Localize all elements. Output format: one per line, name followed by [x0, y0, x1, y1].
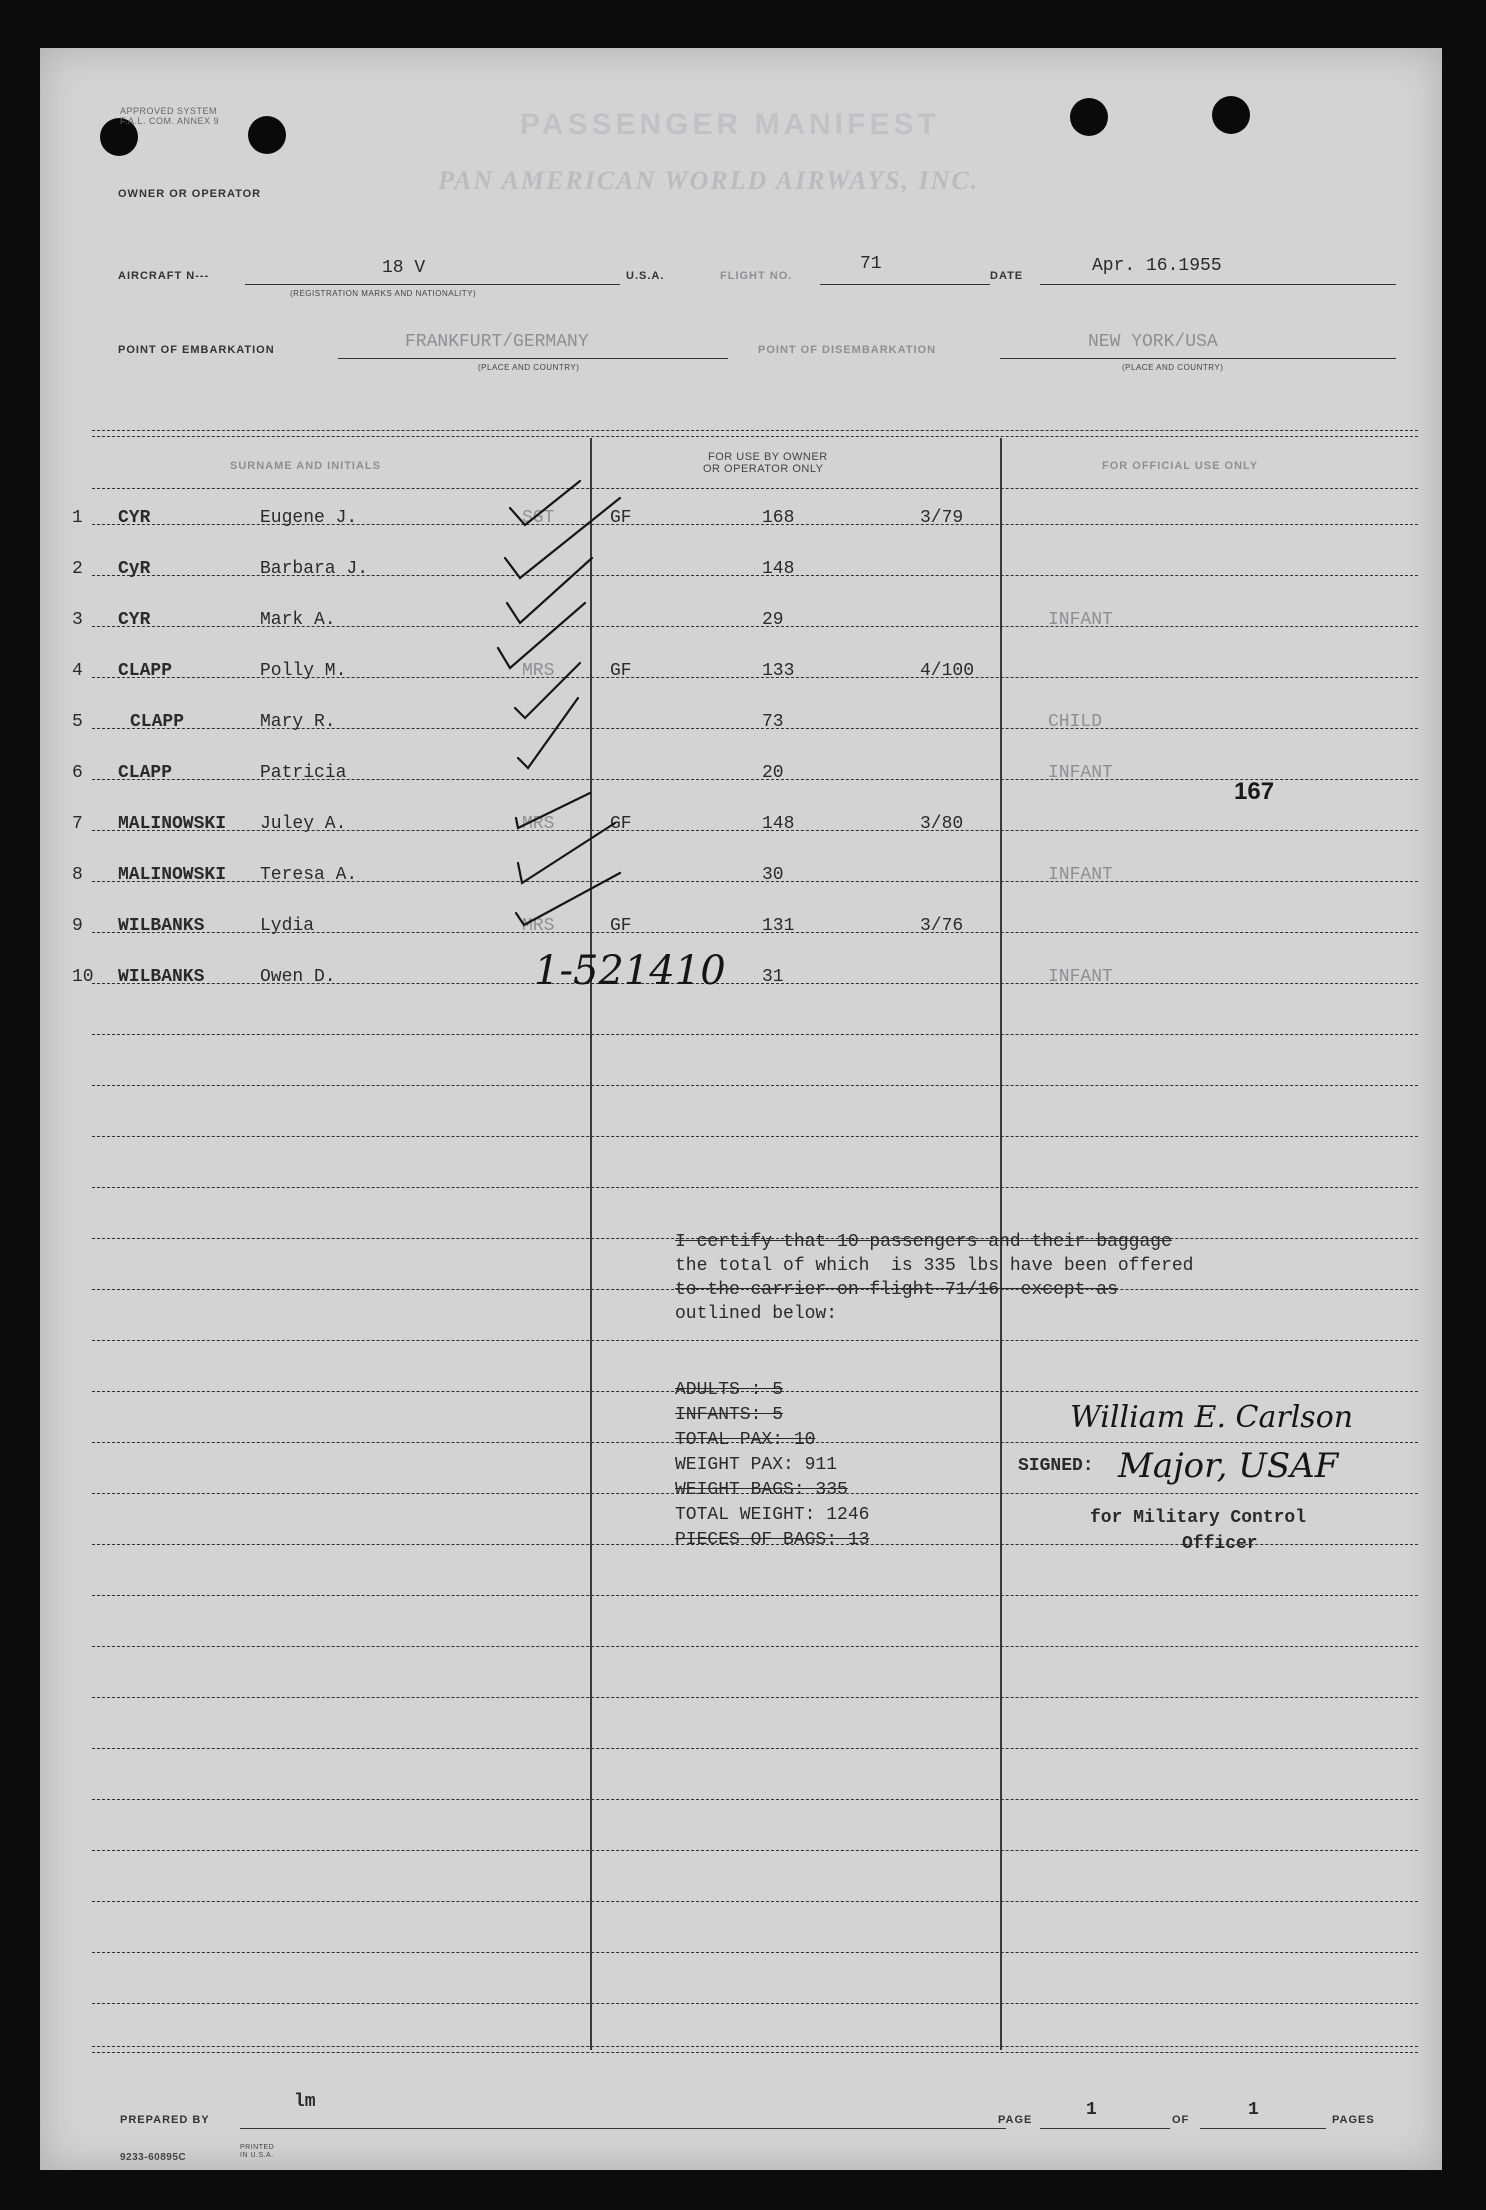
surname: WILBANKS: [118, 916, 205, 936]
page-label: PAGE: [998, 2114, 1033, 2126]
ruled-line: [92, 1595, 1418, 1596]
handwritten-number: 1-521410: [534, 948, 726, 994]
form-number: 9233-60895C: [120, 2152, 187, 2163]
bags: 3/79: [920, 508, 964, 528]
page-line: [1040, 2128, 1170, 2129]
given-names: Polly M.: [260, 661, 347, 681]
flight-label: FLIGHT NO.: [720, 270, 793, 282]
code: GF: [610, 814, 632, 834]
given-names: Barbara J.: [260, 559, 369, 579]
row-number: 4: [72, 661, 83, 681]
col-header-owner: OR OPERATOR ONLY: [703, 463, 824, 475]
ruled-line: [92, 2003, 1418, 2004]
certificate-block: [675, 1230, 1193, 1326]
given-names: Mary R.: [260, 712, 336, 732]
weight: 131: [762, 916, 795, 936]
stamped-number: 167: [1234, 778, 1275, 805]
office-line: Officer: [1182, 1534, 1258, 1554]
title: SGT: [522, 508, 555, 528]
checkmarks: [480, 473, 690, 973]
flight-line: [820, 284, 990, 285]
ruled-line: [92, 1952, 1418, 1953]
bags: 3/80: [920, 814, 964, 834]
bags: 3/76: [920, 916, 964, 936]
surname: CYR: [118, 610, 151, 630]
embark-caption: (PLACE AND COUNTRY): [478, 363, 580, 372]
table-top-rule: [92, 436, 1418, 437]
rank: Major, USAF: [1118, 1446, 1339, 1486]
total-infants: INFANTS: 5: [675, 1405, 784, 1425]
prepared-label: PREPARED BY: [120, 2114, 210, 2126]
weight: 148: [762, 814, 795, 834]
weight: 148: [762, 559, 795, 579]
weight: 20: [762, 763, 784, 783]
code: GF: [610, 916, 632, 936]
header-rule: [92, 488, 1418, 489]
ruled-line: [92, 1187, 1418, 1188]
surname: CYR: [118, 508, 151, 528]
bags: 4/100: [920, 661, 975, 681]
surname: CLAPP: [130, 712, 185, 732]
weight: 30: [762, 865, 784, 885]
total-adults: ADULTS : 5: [675, 1380, 784, 1400]
punch-hole: [1212, 96, 1250, 134]
weight: 31: [762, 967, 784, 987]
disembark-line: [1000, 358, 1396, 359]
embark-line: [338, 358, 728, 359]
disembark-caption: (PLACE AND COUNTRY): [1122, 363, 1224, 372]
row-number: 3: [72, 610, 83, 630]
disembark-label: POINT OF DISEMBARKATION: [758, 344, 937, 356]
aircraft-line: [245, 284, 620, 285]
totals-block: [675, 1378, 869, 1553]
weight-bags: WEIGHT BAGS: 335: [675, 1480, 848, 1500]
code: GF: [610, 661, 632, 681]
of-line: [1200, 2128, 1326, 2129]
given-names: Mark A.: [260, 610, 336, 630]
row-number: 7: [72, 814, 83, 834]
of-value: 1: [1248, 2100, 1259, 2120]
given-names: Owen D.: [260, 967, 336, 987]
aircraft-value: 18 V: [382, 258, 426, 278]
printed-mark: PRINTED IN U.S.A.: [240, 2144, 275, 2159]
official-note: CHILD: [1048, 712, 1103, 732]
given-names: Juley A.: [260, 814, 347, 834]
row-number: 6: [72, 763, 83, 783]
total-pax: TOTAL PAX: 10: [675, 1430, 816, 1450]
col-header-official: FOR OFFICIAL USE ONLY: [1102, 460, 1259, 472]
certificate-line: I certify that 10 passengers and their baggage: [675, 1232, 1172, 1252]
manifest-sheet: [40, 48, 1442, 2170]
row-number: 1: [72, 508, 83, 528]
usa-label: U.S.A.: [626, 270, 665, 282]
weight: 133: [762, 661, 795, 681]
signed-label: SIGNED:: [1018, 1456, 1094, 1476]
title: MRS: [522, 814, 555, 834]
operator-name: PAN AMERICAN WORLD AIRWAYS, INC.: [438, 166, 980, 195]
ruled-line: [92, 1034, 1418, 1035]
weight: 168: [762, 508, 795, 528]
embark-value: FRANKFURT/GERMANY: [405, 332, 589, 352]
weight: 73: [762, 712, 784, 732]
official-note: INFANT: [1048, 967, 1113, 987]
aircraft-caption: (REGISTRATION MARKS AND NATIONALITY): [290, 289, 477, 298]
pieces-of-bags: PIECES OF BAGS: 13: [675, 1530, 870, 1550]
prepared-value: lm: [294, 2092, 316, 2112]
total-weight: TOTAL WEIGHT: 1246: [675, 1505, 870, 1525]
punch-hole: [1070, 98, 1108, 136]
certificate-line: outlined below:: [675, 1304, 838, 1324]
ruled-line: [92, 1748, 1418, 1749]
ruled-line: [92, 1340, 1418, 1341]
ruled-line: [92, 1850, 1418, 1851]
approval-mark: APPROVED SYSTEM F.A.L. COM. ANNEX 9: [120, 106, 220, 126]
given-names: Eugene J.: [260, 508, 358, 528]
row-number: 8: [72, 865, 83, 885]
surname: MALINOWSKI: [118, 814, 227, 834]
official-note: INFANT: [1048, 865, 1113, 885]
ruled-line: [92, 1901, 1418, 1902]
office-line: for Military Control: [1090, 1508, 1307, 1528]
signature: William E. Carlson: [1070, 1400, 1354, 1435]
of-label: OF: [1172, 2114, 1190, 2126]
embark-label: POINT OF EMBARKATION: [118, 344, 275, 356]
prepared-line: [240, 2128, 1006, 2129]
date-label: DATE: [990, 270, 1024, 282]
certificate-line: the total of which is 335 lbs have been offered: [675, 1256, 1194, 1276]
date-line: [1040, 284, 1396, 285]
weight: 29: [762, 610, 784, 630]
official-note: INFANT: [1048, 763, 1113, 783]
given-names: Lydia: [260, 916, 315, 936]
row-number: 2: [72, 559, 83, 579]
title: MRS: [522, 661, 555, 681]
official-note: INFANT: [1048, 610, 1113, 630]
weight-pax: WEIGHT PAX: 911: [675, 1455, 838, 1475]
date-value: Apr. 16.1955: [1092, 256, 1222, 276]
given-names: Teresa A.: [260, 865, 358, 885]
row-number: 9: [72, 916, 83, 936]
surname: CyR: [118, 559, 151, 579]
surname: WILBANKS: [118, 967, 205, 987]
flight-value: 71: [860, 254, 882, 274]
table-top-rule: [92, 430, 1418, 431]
surname: MALINOWSKI: [118, 865, 227, 885]
owner-label: OWNER OR OPERATOR: [118, 188, 262, 200]
ruled-line: [92, 1799, 1418, 1800]
col-header-surname: SURNAME AND INITIALS: [230, 460, 381, 472]
aircraft-label: AIRCRAFT N---: [118, 270, 210, 282]
code: GF: [610, 508, 632, 528]
pages-label: PAGES: [1332, 2114, 1375, 2126]
punch-hole: [248, 116, 286, 154]
surname: CLAPP: [118, 763, 173, 783]
table-bottom-rule: [92, 2052, 1418, 2053]
title: MRS: [522, 916, 555, 936]
ruled-line: [92, 1085, 1418, 1086]
page-value: 1: [1086, 2100, 1097, 2120]
row-number: 10: [72, 967, 94, 987]
certificate-line: to the carrier on flight 71/16 except as: [675, 1280, 1118, 1300]
ruled-line: [92, 1646, 1418, 1647]
ruled-line: [92, 1697, 1418, 1698]
row-number: 5: [72, 712, 83, 732]
col-header-owner: FOR USE BY OWNER: [708, 451, 828, 463]
given-names: Patricia: [260, 763, 347, 783]
disembark-value: NEW YORK/USA: [1088, 332, 1218, 352]
table-bottom-rule: [92, 2046, 1418, 2047]
ruled-line: [92, 1136, 1418, 1137]
surname: CLAPP: [118, 661, 173, 681]
form-title: PASSENGER MANIFEST: [520, 108, 940, 141]
